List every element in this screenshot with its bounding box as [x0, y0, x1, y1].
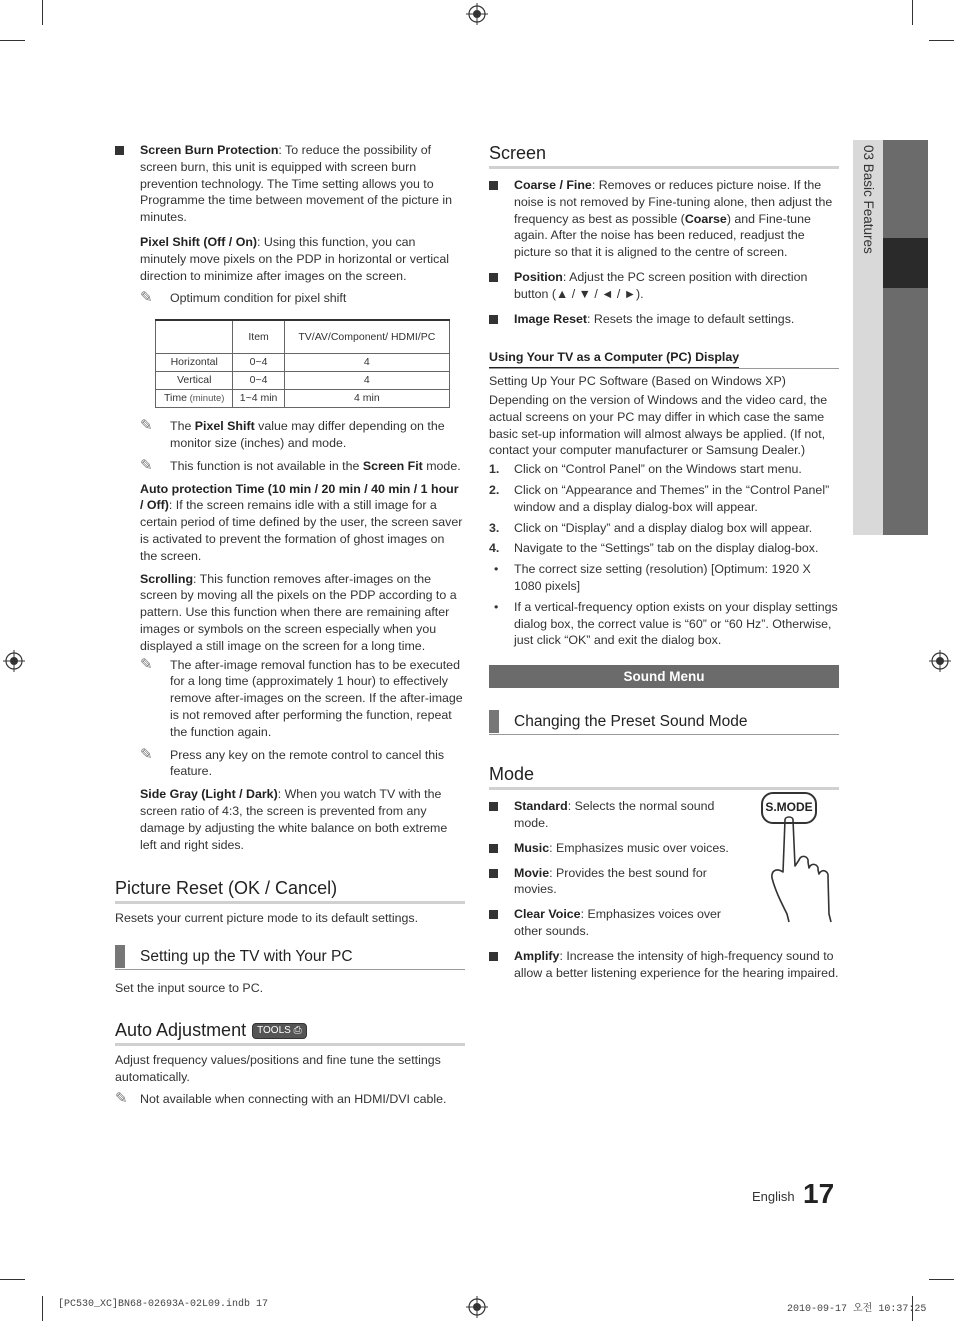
crop-mark	[42, 1296, 43, 1321]
mode-list	[489, 798, 839, 940]
pencil-note-icon: ✎	[140, 745, 153, 763]
pc-display-heading: Using Your TV as a Computer (PC) Display	[489, 349, 739, 368]
registration-mark-icon	[466, 1296, 488, 1318]
picture-reset-desc: Resets your current picture mode to its default settings.	[115, 911, 419, 926]
screen-title: Screen	[489, 142, 839, 169]
auto-protection-desc: Auto protection Time (10 min / 20 min / 40 min / 1 hour / Off): If the screen remains idle with a still image for a certain period of time defined by the user, the screen saver is activated to prevent the formation of ghost images on the screen.	[140, 481, 463, 563]
table-row: Vertical 0~4 4	[156, 372, 450, 390]
pc-display-para: Depending on the version of Windows and the video card, the actual screens on your PC may differ in which case the same basic set-up information will almost always be applied. (If not, contact your computer manufacturer or Samsung Dealer.)	[489, 392, 828, 458]
table-row: Time (minute) 1~4 min 4 min	[156, 390, 450, 408]
pencil-note-icon: ✎	[140, 655, 153, 673]
chapter-tab-band	[883, 140, 928, 535]
auto-adjustment-desc: Adjust frequency values/positions and fine tune the settings automatically.	[115, 1052, 441, 1084]
crop-mark	[912, 0, 913, 25]
pc-setup-heading: Setting up the TV with Your PC	[115, 945, 465, 970]
picture-reset-title: Picture Reset (OK / Cancel)	[115, 877, 465, 904]
pc-setup-desc: Set the input source to PC.	[115, 981, 264, 996]
position-item: Position: Adjust the PC screen position with direction button (▲ / ▼ / ◄ / ►).	[489, 269, 839, 303]
preset-sound-heading: Changing the Preset Sound Mode	[489, 710, 839, 735]
print-date: 2010-09-17 오전 10:37:25	[787, 1304, 927, 1315]
chapter-tab-marker	[883, 238, 928, 288]
pc-steps	[489, 461, 839, 649]
pencil-note-icon: ✎	[140, 289, 153, 307]
crop-mark	[0, 1279, 25, 1280]
crop-mark	[0, 40, 25, 41]
table-row: Horizontal 0~4 4	[156, 354, 450, 372]
smode-button-icon: S.MODE	[761, 792, 817, 824]
list-item: 4. Navigate to the “Settings” tab on the display dialog-box.	[489, 541, 819, 556]
right-column	[489, 142, 839, 989]
registration-mark-icon	[3, 650, 25, 672]
list-item: Music: Emphasizes music over voices.	[489, 840, 739, 857]
note-after-image: ✎ The after-image removal function has to be executed for a long time (approximately 1 hour) to effectively remove after-images on the screen. If the after-image is not removed after performing the function, repeat the function again.	[140, 655, 463, 739]
note-pixel-shift: ✎ The Pixel Shift value may differ depending on the monitor size (inches) and mode.	[140, 417, 445, 450]
image-reset-item: Image Reset: Resets the image to default settings.	[489, 311, 839, 328]
list-item: Clear Voice: Emphasizes voices over other sounds.	[489, 906, 739, 940]
side-gray-desc: Side Gray (Light / Dark): When you watch TV with the screen ratio of 4:3, the screen is prevented from any damage by adjusting the white balance on both extreme left and right sides.	[140, 787, 448, 852]
registration-mark-icon	[466, 3, 488, 25]
crop-mark	[42, 0, 43, 25]
list-item: Movie: Provides the best sound for movies.	[489, 865, 739, 899]
language-label: English	[752, 1189, 795, 1204]
crop-mark	[929, 40, 954, 41]
note-optimum: ✎ Optimum condition for pixel shift	[140, 289, 347, 307]
registration-mark-icon	[929, 650, 951, 672]
chapter-label: 03 Basic Features	[861, 145, 876, 254]
file-info: [PC530_XC]BN68-02693A-02L09.indb 17	[58, 1299, 269, 1310]
left-column	[115, 142, 465, 1114]
burn-protection-item: Screen Burn Protection: To reduce the possibility of screen burn, this unit is equipped with screen burn prevention technology. The Time setting allows you to Programme the time between movement of the picture in minutes.	[115, 142, 465, 226]
pc-software-sub: Setting Up Your PC Software (Based on Windows XP)	[489, 374, 786, 389]
list-item: 2. Click on “Appearance and Themes” in the “Control Panel” window and a display dialog-box will appear.	[489, 482, 830, 514]
list-item: 3. Click on “Display” and a display dialog box will appear.	[489, 520, 813, 535]
hand-pointer-icon	[767, 814, 842, 924]
list-item: • If a vertical-frequency option exists on your display settings dialog box, the correct value is “60” or “60 Hz”. Otherwise, just click “OK” and exit the dialog box.	[494, 599, 838, 648]
tools-badge: TOOLS ⎙	[252, 1023, 307, 1039]
pencil-note-icon: ✎	[140, 456, 153, 474]
page-number: 17	[803, 1178, 835, 1209]
list-item: 1. Click on “Control Panel” on the Windows start menu.	[489, 462, 802, 477]
note-hdmi: ✎ Not available when connecting with an HDMI/DVI cable.	[115, 1090, 447, 1108]
scrolling-desc: Scrolling: This function removes after-images on the screen by moving all the pixels on the PDP according to a pattern. Use this function when there are remaining after images or symbols on the screen especially when you displayed a still image on the screen for a long time.	[140, 571, 457, 653]
note-cancel: ✎ Press any key on the remote control to cancel this feature.	[140, 745, 445, 779]
list-item: Standard: Selects the normal sound mode.	[489, 798, 739, 832]
pencil-note-icon: ✎	[115, 1090, 128, 1108]
list-item: • The correct size setting (resolution) [Optimum: 1920 X 1080 pixels]	[494, 562, 811, 593]
amplify-item: Amplify: Increase the intensity of high-frequency sound to allow a better listening experience for the hearing impaired.	[489, 948, 839, 982]
mode-title: Mode	[489, 763, 839, 790]
pencil-note-icon: ✎	[140, 417, 153, 435]
crop-mark	[929, 1279, 954, 1280]
pixel-shift-table: Item TV/AV/Component/ HDMI/PC Horizontal 0~4 4 Vertical 0~4 4 Time (minute) 1~4 min 4 min	[155, 319, 450, 408]
pixel-shift-desc: Pixel Shift (Off / On): Using this function, you can minutely move pixels on the PDP in horizontal or vertical direction to minimize after images on the screen.	[140, 234, 449, 283]
auto-adjustment-title: Auto Adjustment TOOLS ⎙	[115, 1019, 465, 1046]
coarse-fine-item: Coarse / Fine: Removes or reduces picture noise. If the noise is not removed by Fine-tuning alone, then adjust the frequency as best as possible (Coarse) and Fine-tune again. After the noise has been reduced, readjust the picture so that it is aligned to the centre of screen.	[489, 177, 839, 261]
sound-menu-band: Sound Menu	[489, 665, 839, 688]
note-screen-fit: ✎ This function is not available in the Screen Fit mode.	[140, 456, 461, 474]
